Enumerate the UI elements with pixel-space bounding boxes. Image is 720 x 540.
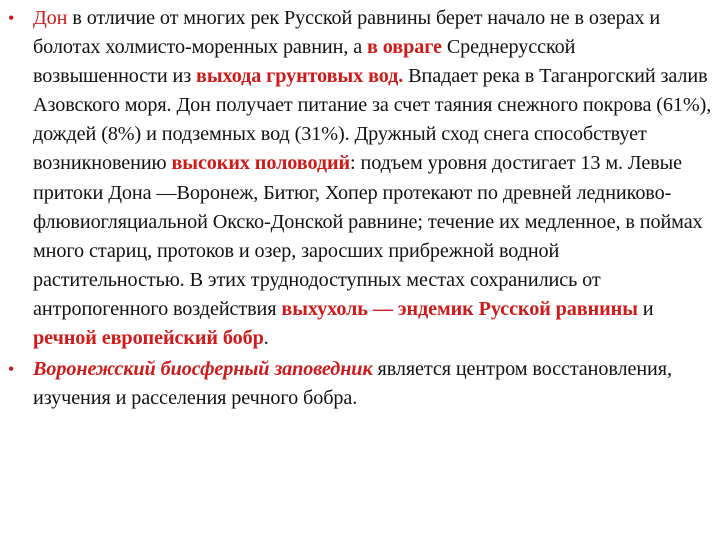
bullet-dot-icon: • [8,8,15,28]
text-segment: является центром восстановления, изучения и расселения речного бобра. [33,358,672,410]
term-don: Дон [33,7,68,29]
text-segment: Впадает река в Таганрогский залив Азовского моря. Дон получает питание за счет таяния снежного покрова (61%), дождей (8%) и подземных вод (31%). Дружный сход снега способствует возникновению [33,65,712,175]
bullet-item-don [8,4,714,353]
term-groundwater: выхода грунтовых вод. [196,65,404,88]
bullet-list [8,4,714,415]
bullet-dot-icon: • [8,359,15,380]
bullet-item-reserve [8,355,714,413]
text-segment: . [263,327,269,350]
term-ravine: в овраге [367,36,442,59]
term-floods: высоких половодий [171,152,351,175]
term-beaver: речной европейский бобр [33,327,264,350]
text-segment: и [637,297,654,320]
text-segment: Среднерусской возвышенности из [33,36,576,88]
term-desman: выхухоль — эндемик Русской равнины [281,297,638,320]
text-segment: в отличие от многих рек Русской равнины берет начало не в озерах и болотах холмисто-моренных равнин, а [33,7,661,59]
term-reserve: Воронежский биосферный заповедник [33,358,373,381]
text-segment: : подъем уровня достигает 13 м. Левые притоки Дона —Воронеж, Битюг, Хопер протекают по древней ледниково-флювиогляциальной Окско-Донской равнине; течение их медленное, в поймах много стариц, протоков и озер, заросших прибрежной водной растительностью. В этих труднодоступных местах сохранились от антропогенного воздействия [33,152,703,320]
